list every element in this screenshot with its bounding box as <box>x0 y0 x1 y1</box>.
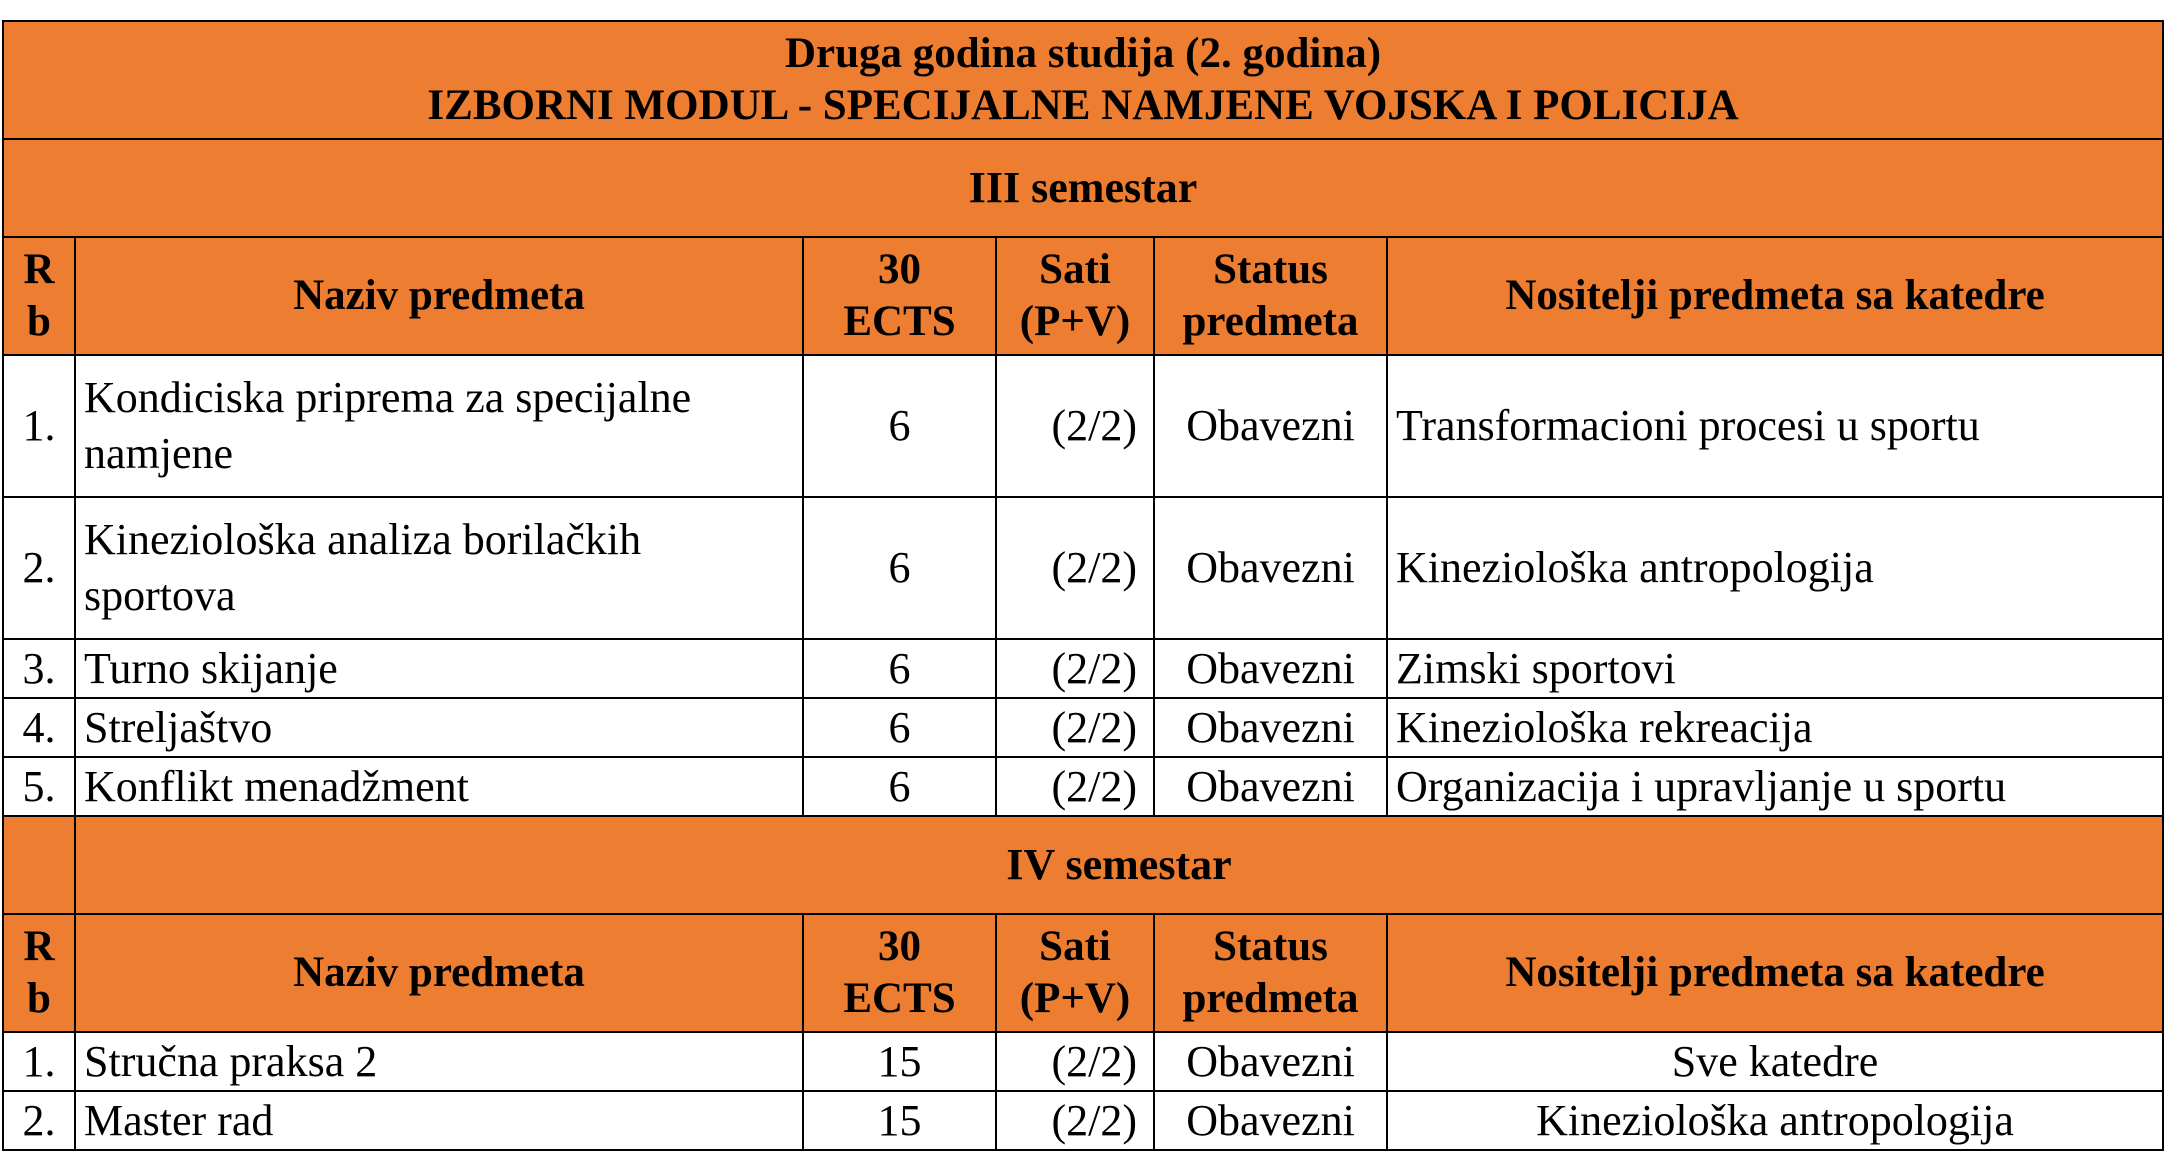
row-ects: 15 <box>803 1091 996 1150</box>
header-sati: Sati (P+V) <box>996 237 1154 355</box>
row-katedra: Kineziološka antropologija <box>1387 497 2163 639</box>
header-nositelji: Nositelji predmeta sa katedre <box>1387 237 2163 355</box>
row-katedra: Zimski sportovi <box>1387 639 2163 698</box>
header-sati: Sati (P+V) <box>996 914 1154 1032</box>
semester-4-row <box>3 816 2163 914</box>
row-sati: (2/2) <box>996 639 1154 698</box>
row-rb: 1. <box>3 1032 75 1091</box>
row-ects: 6 <box>803 355 996 497</box>
row-name: Kineziološka analiza borilačkih sportova <box>75 497 803 639</box>
row-katedra: Kineziološka rekreacija <box>1387 698 2163 757</box>
table-row <box>3 1032 2163 1091</box>
row-sati: (2/2) <box>996 1091 1154 1150</box>
row-name: Streljaštvo <box>75 698 803 757</box>
row-katedra: Transformacioni procesi u sportu <box>1387 355 2163 497</box>
row-name: Kondiciska priprema za specijalne namjene <box>75 355 803 497</box>
row-ects: 6 <box>803 497 996 639</box>
semester-4-label: IV semestar <box>75 816 2163 914</box>
table-row <box>3 757 2163 816</box>
header-status: Status predmeta <box>1154 237 1387 355</box>
table-title <box>3 21 2163 139</box>
table-row <box>3 497 2163 639</box>
row-name: Stručna praksa 2 <box>75 1032 803 1091</box>
header-ects: 30 ECTS <box>803 237 996 355</box>
row-rb: 4. <box>3 698 75 757</box>
row-status: Obavezni <box>1154 497 1387 639</box>
row-ects: 6 <box>803 698 996 757</box>
row-name: Turno skijanje <box>75 639 803 698</box>
row-sati: (2/2) <box>996 698 1154 757</box>
column-header-row-sem3 <box>3 237 2163 355</box>
row-katedra: Sve katedre <box>1387 1032 2163 1091</box>
row-rb: 2. <box>3 1091 75 1150</box>
row-ects: 6 <box>803 639 996 698</box>
header-naziv: Naziv predmeta <box>75 914 803 1032</box>
table-title-row <box>3 21 2163 139</box>
semester-3-label: III semestar <box>3 139 2163 237</box>
row-sati: (2/2) <box>996 757 1154 816</box>
table-row <box>3 355 2163 497</box>
row-sati: (2/2) <box>996 355 1154 497</box>
header-nositelji: Nositelji predmeta sa katedre <box>1387 914 2163 1032</box>
row-status: Obavezni <box>1154 698 1387 757</box>
title-line-1: Druga godina studija (2. godina) <box>784 30 1382 77</box>
row-status: Obavezni <box>1154 355 1387 497</box>
column-header-row-sem4 <box>3 914 2163 1032</box>
table-row <box>3 639 2163 698</box>
header-status: Status predmeta <box>1154 914 1387 1032</box>
semester-3-row <box>3 139 2163 237</box>
row-katedra: Organizacija i upravljanje u sportu <box>1387 757 2163 816</box>
row-status: Obavezni <box>1154 1091 1387 1150</box>
row-sati: (2/2) <box>996 497 1154 639</box>
row-sati: (2/2) <box>996 1032 1154 1091</box>
row-status: Obavezni <box>1154 757 1387 816</box>
row-ects: 6 <box>803 757 996 816</box>
table-row <box>3 698 2163 757</box>
row-rb: 1. <box>3 355 75 497</box>
row-rb: 3. <box>3 639 75 698</box>
header-naziv: Naziv predmeta <box>75 237 803 355</box>
header-ects: 30 ECTS <box>803 914 996 1032</box>
semester-4-empty-cell <box>3 816 75 914</box>
header-rb: R b <box>3 237 75 355</box>
row-name: Konflikt menadžment <box>75 757 803 816</box>
curriculum-table <box>2 20 2164 1151</box>
row-rb: 2. <box>3 497 75 639</box>
row-rb: 5. <box>3 757 75 816</box>
row-name: Master rad <box>75 1091 803 1150</box>
table-row <box>3 1091 2163 1150</box>
title-line-2: IZBORNI MODUL - SPECIJALNE NAMJENE VOJSKA I POLICIJA <box>427 82 1739 129</box>
row-katedra: Kineziološka antropologija <box>1387 1091 2163 1150</box>
row-status: Obavezni <box>1154 1032 1387 1091</box>
row-ects: 15 <box>803 1032 996 1091</box>
header-rb: R b <box>3 914 75 1032</box>
row-status: Obavezni <box>1154 639 1387 698</box>
